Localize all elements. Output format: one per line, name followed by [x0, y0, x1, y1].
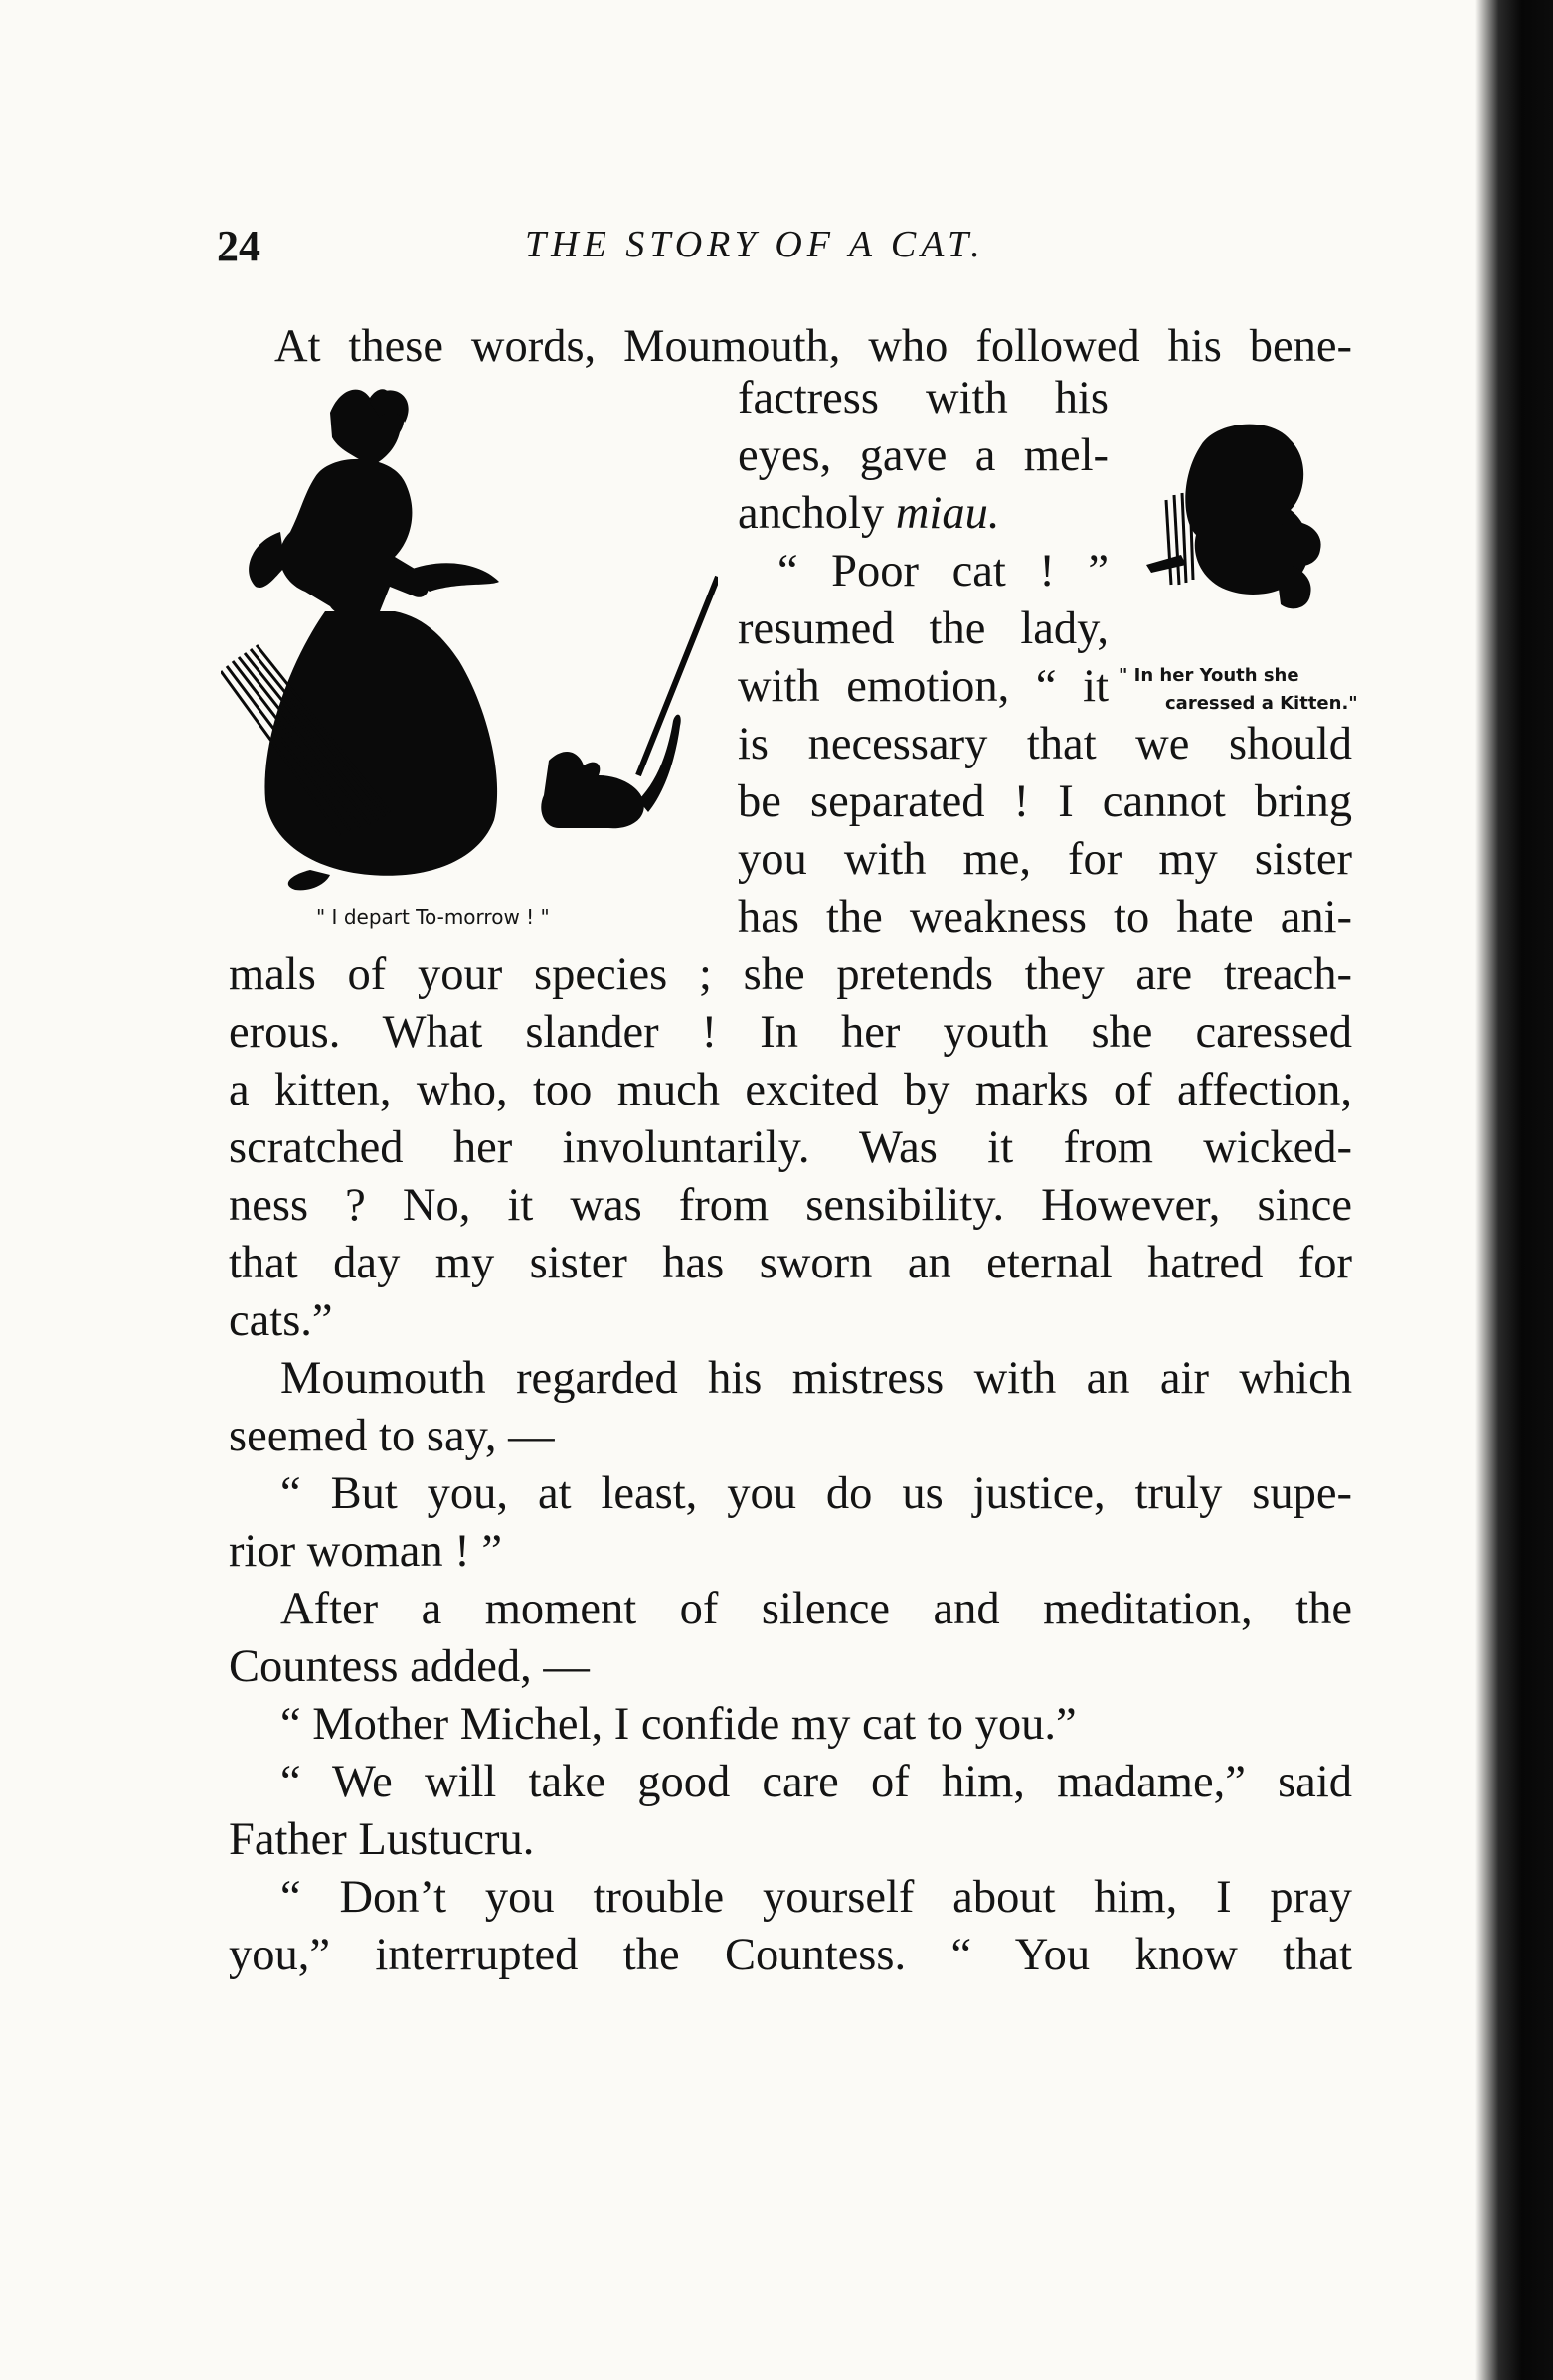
text-line: “ Poor cat ! ”	[777, 546, 1109, 596]
text-line: a kitten, who, too much excited by marks of affection,	[229, 1065, 1352, 1115]
text-line: After a moment of silence and meditation, the	[280, 1584, 1352, 1634]
page-number: 24	[217, 222, 260, 270]
text-line: cats.”	[229, 1295, 333, 1346]
text-line: “ Don’t you trouble yourself about him, I pray	[280, 1872, 1352, 1923]
text-line: Moumouth regarded his mistress with an air which	[280, 1353, 1352, 1404]
text-line: resumed the lady,	[738, 603, 1109, 654]
italic-word: miau.	[895, 488, 1000, 539]
text-line: Father Lustucru.	[229, 1814, 535, 1865]
text-line: be separated ! I cannot bring	[738, 776, 1352, 827]
text-line: scratched her involuntarily. Was it from wicked-	[229, 1122, 1352, 1173]
text-line: Countess added, —	[229, 1641, 590, 1692]
text-line: rior woman ! ”	[229, 1526, 503, 1577]
page-header	[217, 221, 1350, 290]
text-line: At these words, Moumouth, who followed his bene-	[274, 321, 1352, 372]
text-line: seemed to say, —	[229, 1411, 555, 1461]
girl-kitten-illustration	[1141, 416, 1340, 614]
text-line: “ We will take good care of him, madame,” said	[280, 1757, 1352, 1807]
text-line: “ Mother Michel, I confide my cat to you.”	[280, 1699, 1077, 1750]
text-line: you,” interrupted the Countess. “ You know that	[229, 1930, 1352, 1980]
text-line: erous. What slander ! In her youth she caressed	[229, 1007, 1352, 1058]
text-line: has the weakness to hate ani-	[738, 892, 1352, 942]
text-line: ness ? No, it was from sensibility. However, since	[229, 1180, 1352, 1231]
right-figure-caption-line-2: caressed a Kitten."	[1165, 693, 1358, 714]
text-segment: ancholy	[738, 488, 896, 539]
left-figure-caption: " I depart To-morrow ! "	[316, 905, 550, 929]
text-line: you with me, for my sister	[738, 834, 1352, 885]
text-line: “ But you, at least, you do us justice, truly supe-	[280, 1468, 1352, 1519]
page-edge-shadow	[1475, 0, 1553, 2380]
running-title: THE STORY OF A CAT.	[525, 224, 985, 265]
text-line	[738, 485, 1109, 543]
text-line: is necessary that we should	[738, 719, 1352, 769]
text-line: that day my sister has sworn an eternal hatred for	[229, 1238, 1352, 1288]
right-figure-caption-line-1: " In her Youth she	[1119, 665, 1299, 686]
text-line: eyes, gave a mel-	[738, 430, 1109, 481]
text-line: factress with his	[738, 373, 1109, 424]
text-line: with emotion, “ it	[738, 661, 1109, 712]
text-line: mals of your species ; she pretends they are treach-	[229, 949, 1352, 1000]
lady-silhouette-illustration	[221, 383, 718, 900]
